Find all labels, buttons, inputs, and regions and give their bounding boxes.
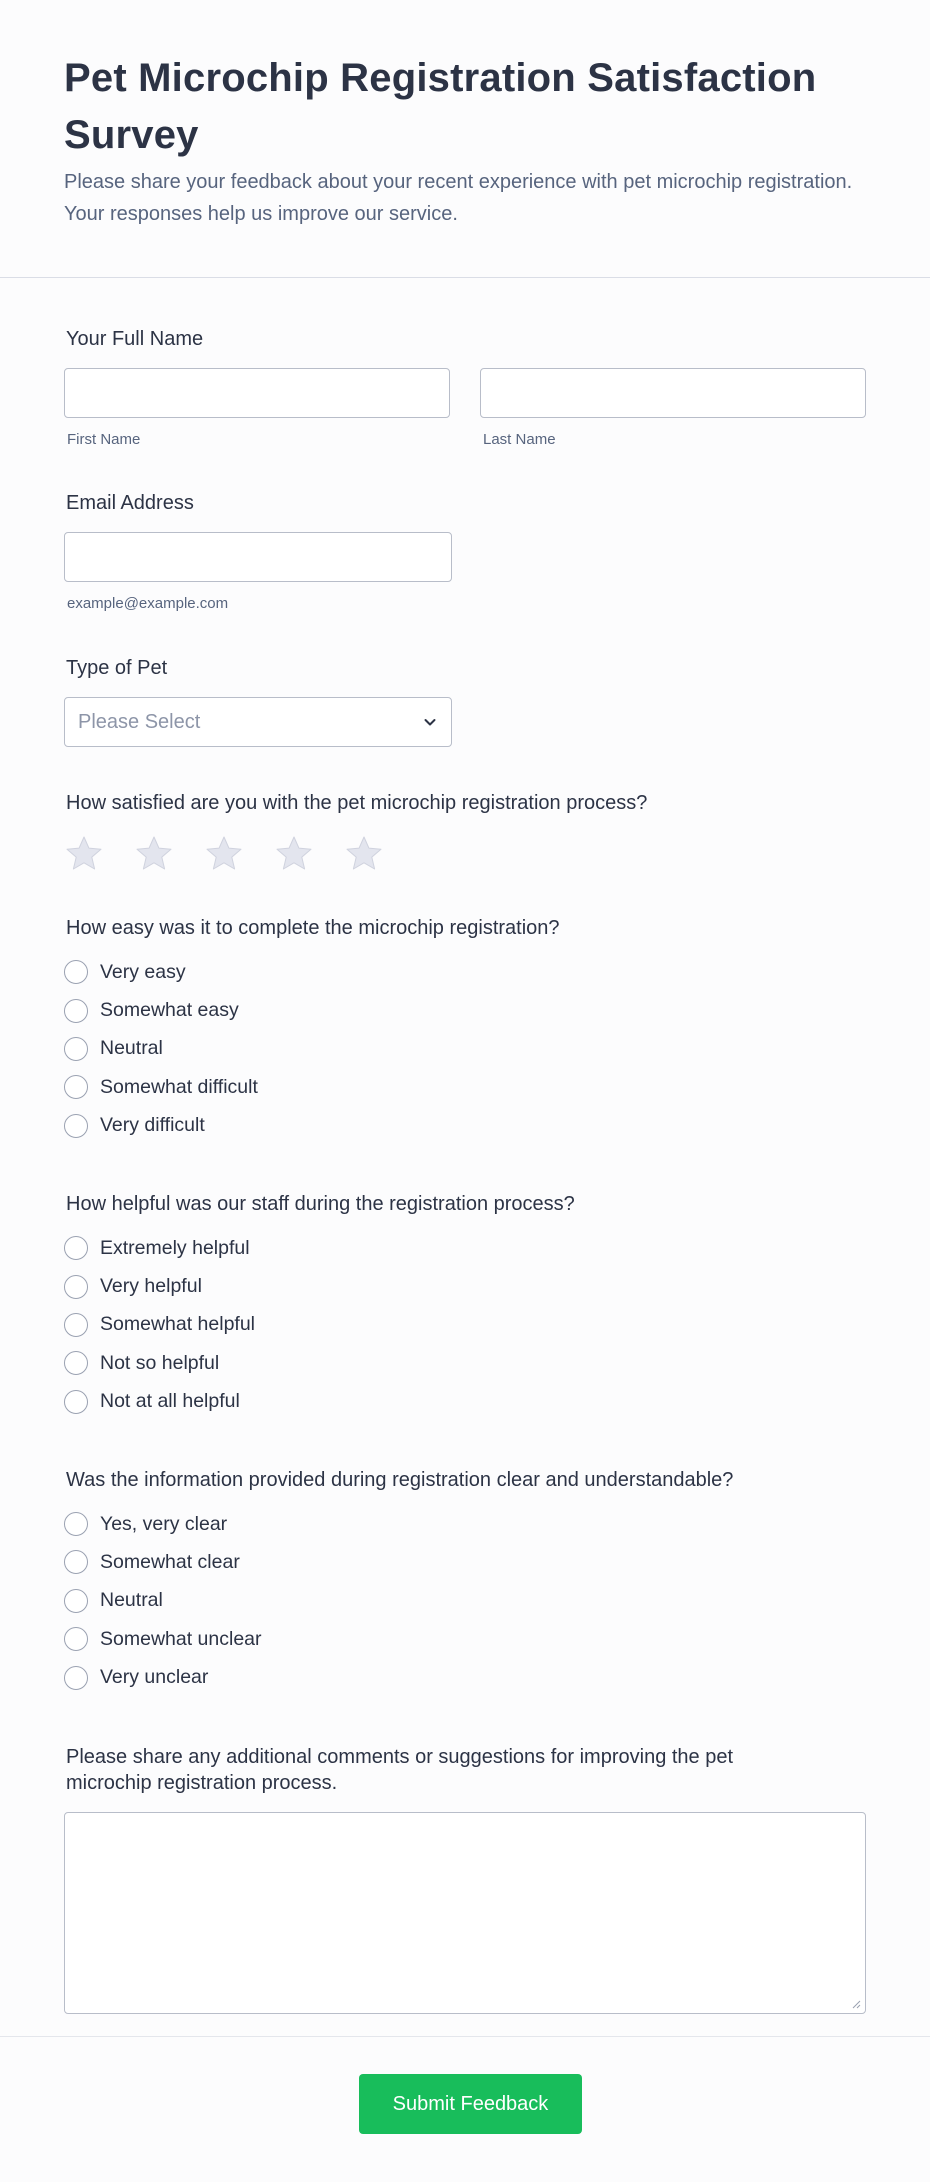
radio-button[interactable] — [64, 1114, 88, 1138]
radio-option[interactable] — [64, 1620, 866, 1658]
radio-button[interactable] — [64, 1512, 88, 1536]
radio-option[interactable] — [64, 1229, 866, 1267]
staff-section — [66, 1191, 866, 1217]
form-footer — [0, 2036, 930, 2182]
first-name-group — [64, 368, 450, 448]
ease-section — [66, 915, 866, 941]
radio-button[interactable] — [64, 1037, 88, 1061]
radio-option[interactable] — [64, 1267, 866, 1305]
pet-type-label: Type of Pet — [66, 657, 168, 679]
radio-label: Somewhat easy — [100, 999, 239, 1022]
form-header — [0, 0, 930, 278]
radio-label: Very difficult — [100, 1114, 205, 1137]
email-field[interactable] — [64, 532, 452, 582]
last-name-group — [480, 368, 866, 448]
radio-button[interactable] — [64, 1666, 88, 1690]
star-icon[interactable] — [134, 834, 174, 874]
satisfaction-section — [66, 790, 866, 816]
radio-option[interactable] — [64, 1658, 866, 1696]
pet-type-section — [66, 655, 866, 681]
ease-label: How easy was it to complete the microchip registration? — [66, 917, 560, 939]
radio-button[interactable] — [64, 1313, 88, 1337]
radio-label: Somewhat unclear — [100, 1627, 262, 1650]
email-section — [66, 490, 866, 516]
clarity-label: Was the information provided during registration clear and understandable? — [66, 1468, 734, 1491]
form-description: Please share your feedback about your recent experience with pet microchip registration. Your responses help us improve our service. — [64, 171, 853, 225]
comments-section — [66, 1744, 806, 1796]
comments-textarea[interactable] — [64, 1812, 866, 2014]
satisfaction-label: How satisfied are you with the pet microchip registration process? — [66, 792, 648, 814]
radio-button[interactable] — [64, 1390, 88, 1414]
first-name-input[interactable] — [64, 368, 450, 418]
radio-option[interactable] — [64, 1107, 866, 1145]
resize-grip-icon[interactable] — [851, 1999, 861, 2009]
radio-button[interactable] — [64, 960, 88, 984]
staff-options — [64, 1229, 866, 1421]
star-rating — [64, 834, 866, 874]
star-icon[interactable] — [64, 834, 104, 874]
staff-label: How helpful was our staff during the registration process? — [66, 1192, 575, 1215]
first-name-sublabel: First Name — [67, 431, 141, 448]
radio-label: Neutral — [100, 1589, 163, 1612]
comments-label: Please share any additional comments or suggestions for improving the pet microchip registration process. — [66, 1745, 734, 1794]
radio-button[interactable] — [64, 1075, 88, 1099]
radio-button[interactable] — [64, 1589, 88, 1613]
radio-button[interactable] — [64, 1550, 88, 1574]
clarity-options — [64, 1505, 866, 1697]
star-icon[interactable] — [274, 834, 314, 874]
ease-options — [64, 953, 866, 1145]
star-icon[interactable] — [344, 834, 384, 874]
radio-label: Somewhat helpful — [100, 1313, 256, 1336]
radio-label: Very unclear — [100, 1666, 209, 1689]
radio-label: Extremely helpful — [100, 1236, 250, 1259]
radio-option[interactable] — [64, 1582, 866, 1620]
radio-label: Yes, very clear — [100, 1512, 228, 1535]
radio-option[interactable] — [64, 991, 866, 1029]
radio-option[interactable] — [64, 953, 866, 991]
radio-label: Not so helpful — [100, 1351, 220, 1374]
last-name-input[interactable] — [480, 368, 866, 418]
radio-option[interactable] — [64, 1383, 866, 1421]
radio-option[interactable] — [64, 1344, 866, 1382]
radio-button[interactable] — [64, 1351, 88, 1375]
radio-option[interactable] — [64, 1030, 866, 1068]
radio-label: Very helpful — [100, 1275, 202, 1298]
full-name-label: Your Full Name — [66, 328, 204, 350]
radio-label: Not at all helpful — [100, 1390, 240, 1413]
email-label: Email Address — [66, 492, 194, 514]
pet-type-select[interactable] — [64, 697, 452, 747]
submit-button[interactable]: Submit Feedback — [359, 2074, 582, 2134]
radio-option[interactable] — [64, 1306, 866, 1344]
radio-label: Neutral — [100, 1037, 163, 1060]
star-icon[interactable] — [204, 834, 244, 874]
full-name-section — [66, 326, 866, 352]
radio-label: Very easy — [100, 960, 186, 983]
email-sublabel: example@example.com — [67, 595, 229, 612]
radio-option[interactable] — [64, 1505, 866, 1543]
email-group — [64, 532, 452, 612]
last-name-sublabel: Last Name — [483, 431, 556, 448]
pet-type-placeholder: Please Select — [78, 710, 201, 733]
radio-option[interactable] — [64, 1543, 866, 1581]
clarity-section — [66, 1467, 866, 1493]
chevron-down-icon — [421, 713, 439, 731]
survey-form — [0, 326, 930, 2014]
page-title: Pet Microchip Registration Satisfaction Survey — [64, 56, 817, 157]
radio-label: Somewhat difficult — [100, 1075, 258, 1098]
full-name-row — [64, 368, 866, 448]
radio-button[interactable] — [64, 1627, 88, 1651]
radio-label: Somewhat clear — [100, 1550, 240, 1573]
radio-button[interactable] — [64, 1275, 88, 1299]
radio-option[interactable] — [64, 1068, 866, 1106]
radio-button[interactable] — [64, 999, 88, 1023]
radio-button[interactable] — [64, 1236, 88, 1260]
